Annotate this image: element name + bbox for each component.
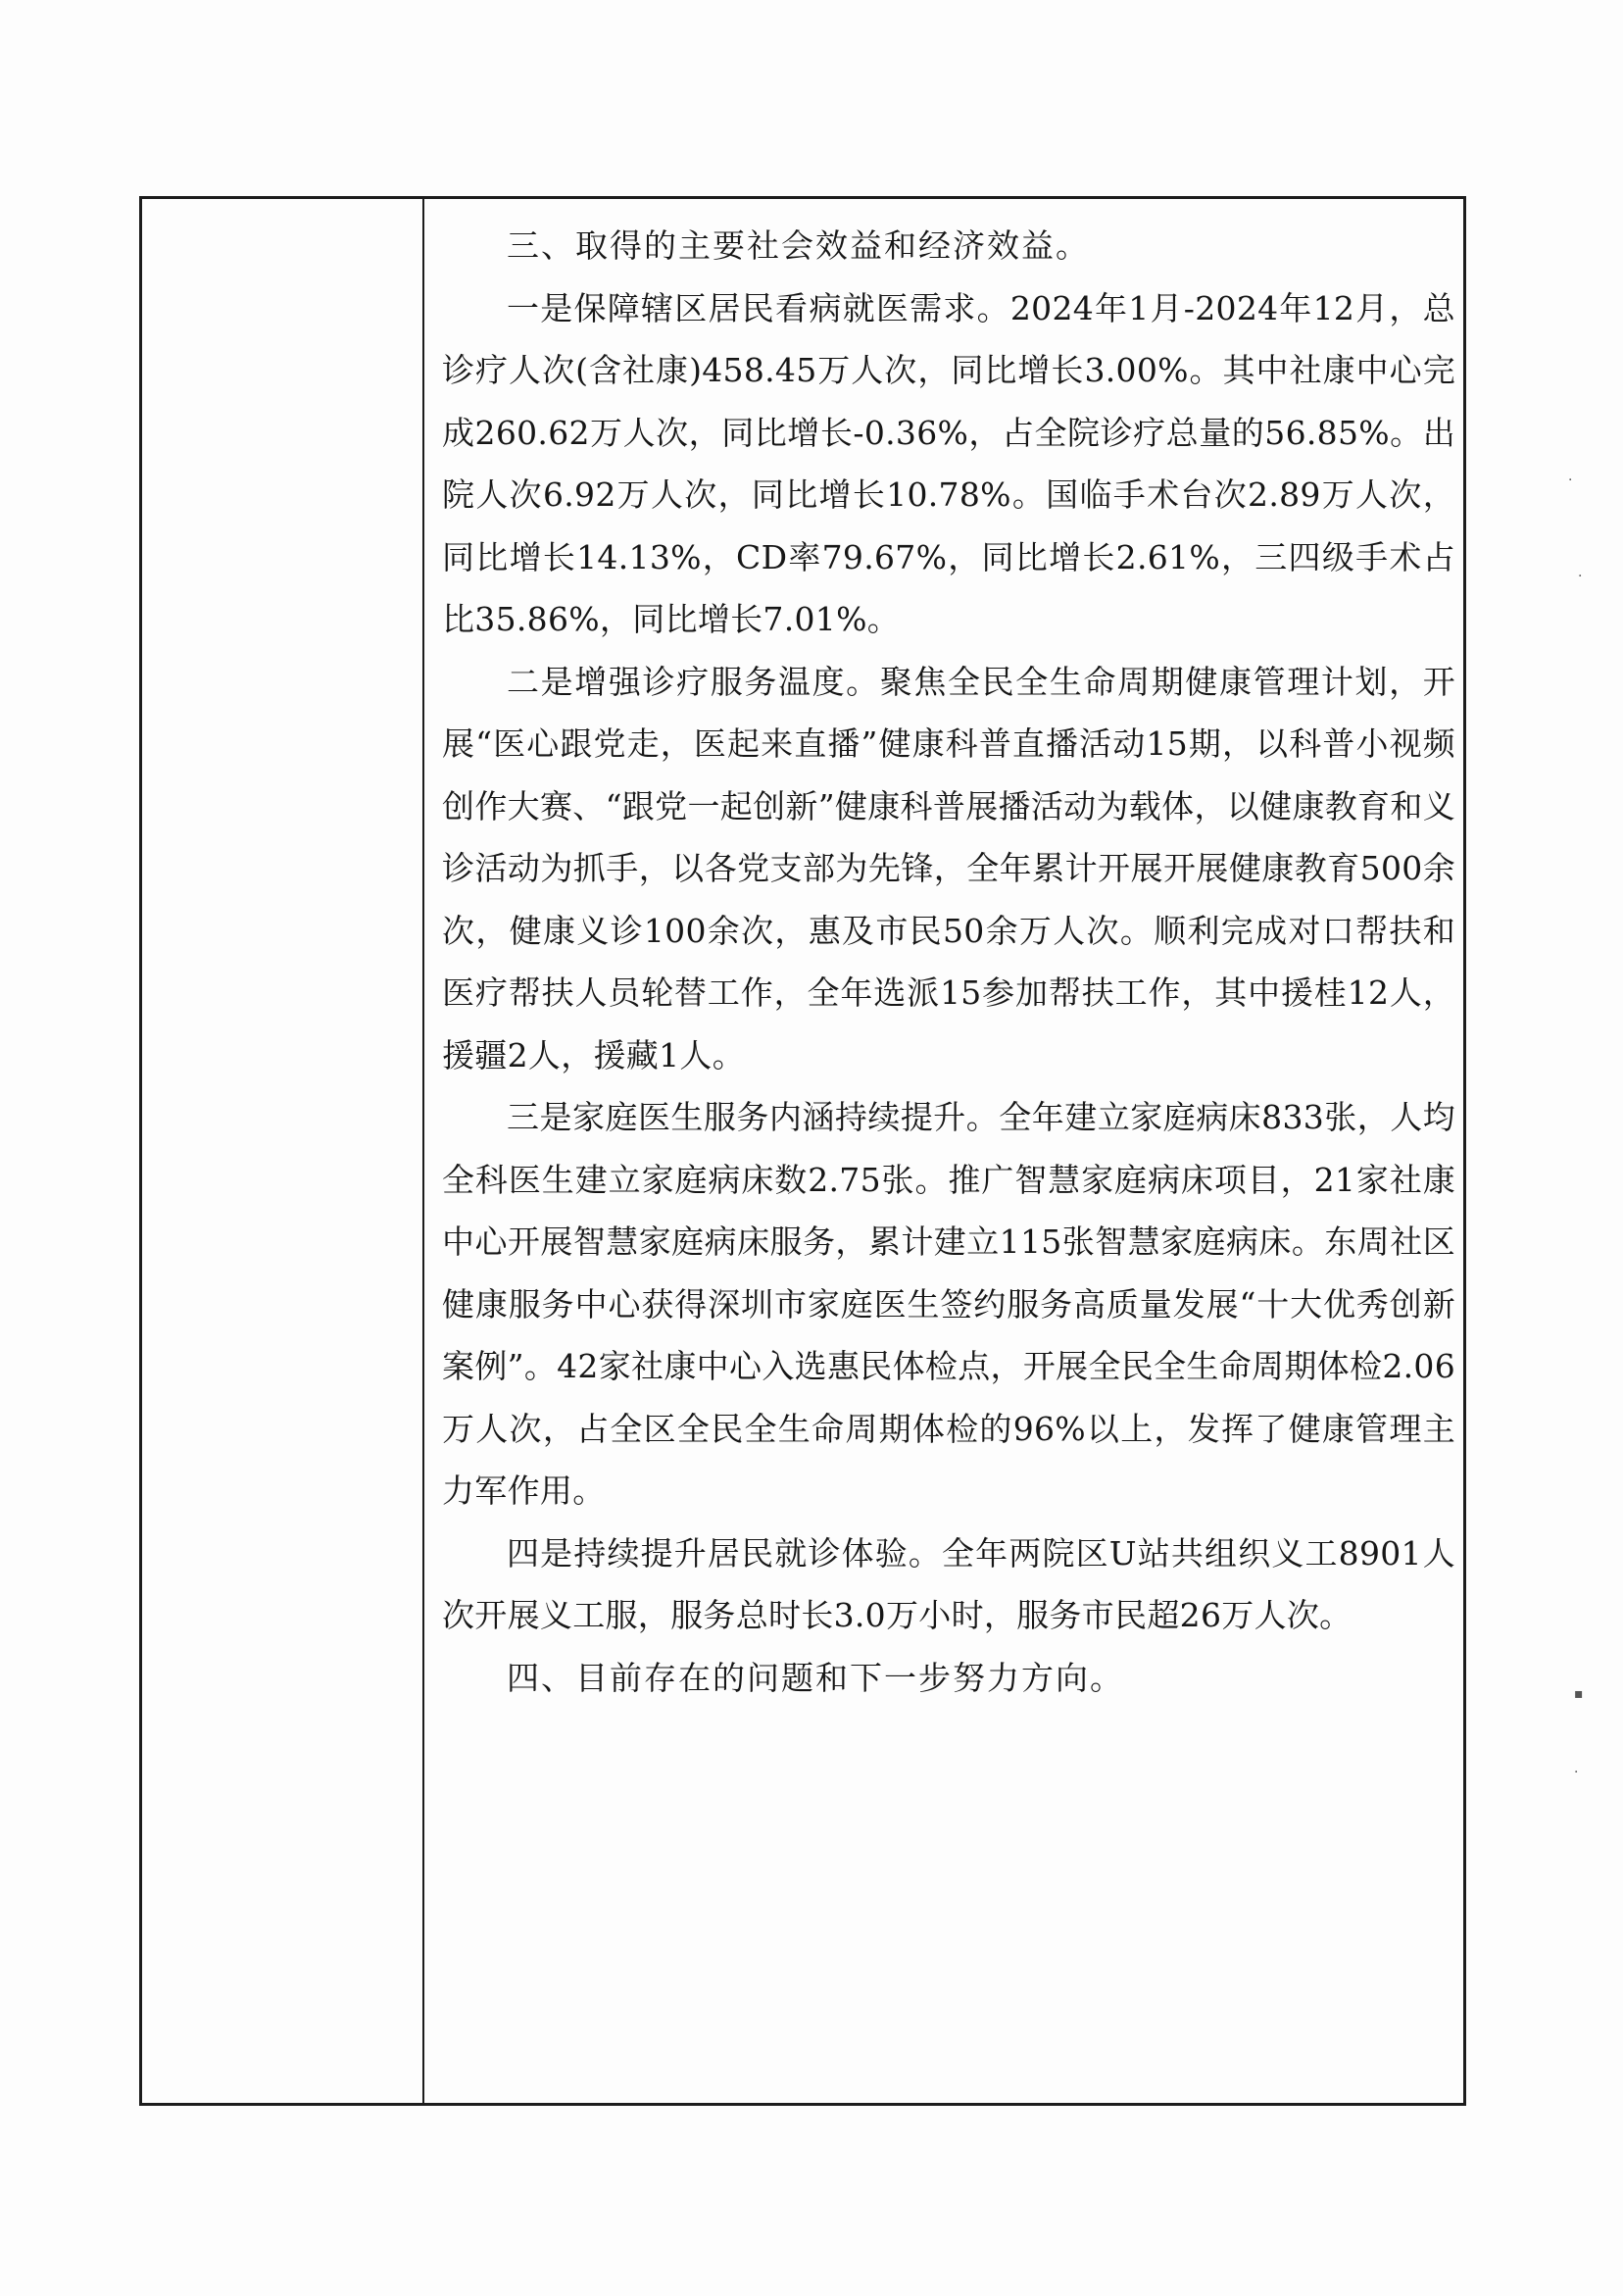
content-body [442,215,1455,1709]
scan-speck: ▪ [1574,1686,1584,1702]
form-table [139,196,1466,2106]
paragraph-medical-demand: 一是保障辖区居民看病就医需求。2024年1月-2024年12月，总诊疗人次(含社康)458.45万人次，同比增长3.00%。其中社康中心完成260.62万人次，同比增长-0.36%，占全院诊疗总量的56.85%。出院人次6.92万人次，同比增长10.78%。国临手术台次2.89万人次，同比增长14.13%，CD率79.67%，同比增长2.61%，三四级手术占比35.86%，同比增长7.01%。 [442,288,1455,638]
paragraph-family-doctor: 三是家庭医生服务内涵持续提升。全年建立家庭病床833张，人均全科医生建立家庭病床数2.75张。推广智慧家庭病床项目，21家社康中心开展智慧家庭病床服务，累计建立115张智慧家庭病床。东周社区健康服务中心获得深圳市家庭医生签约服务高质量发展“十大优秀创新案例”。42家社康中心入选惠民体检点，开展全民全生命周期体检2.06万人次，占全区全民全生命周期体检的96%以上，发挥了健康管理主力军作用。 [442,1098,1455,1510]
scan-speck: · [1574,1765,1579,1780]
content-cell [426,199,1463,2103]
scan-speck: · [1578,569,1583,584]
section-heading-problems: 四、目前存在的问题和下一步努力方向。 [507,1658,1124,1697]
label-cell [142,199,424,2103]
section-heading-benefits: 三、取得的主要社会效益和经济效益。 [507,226,1090,265]
paragraph-service-warmth: 二是增强诊疗服务温度。聚焦全民全生命周期健康管理计划，开展“医心跟党走，医起来直播”健康科普直播活动15期，以科普小视频创作大赛、“跟党一起创新”健康科普展播活动为载体，以健康教育和义诊活动为抓手，以各党支部为先锋，全年累计开展开展健康教育500余次，健康义诊100余次，惠及市民50余万人次。顺利完成对口帮扶和医疗帮扶人员轮替工作，全年选派15参加帮扶工作，其中援桂12人，援疆2人，援藏1人。 [442,662,1455,1074]
paragraph-patient-experience: 四是持续提升居民就诊体验。全年两院区U站共组织义工8901人次开展义工服，服务总时长3.0万小时，服务市民超26万人次。 [442,1533,1455,1634]
scan-speck: · [1568,473,1573,488]
scan-smudge [686,6,941,20]
